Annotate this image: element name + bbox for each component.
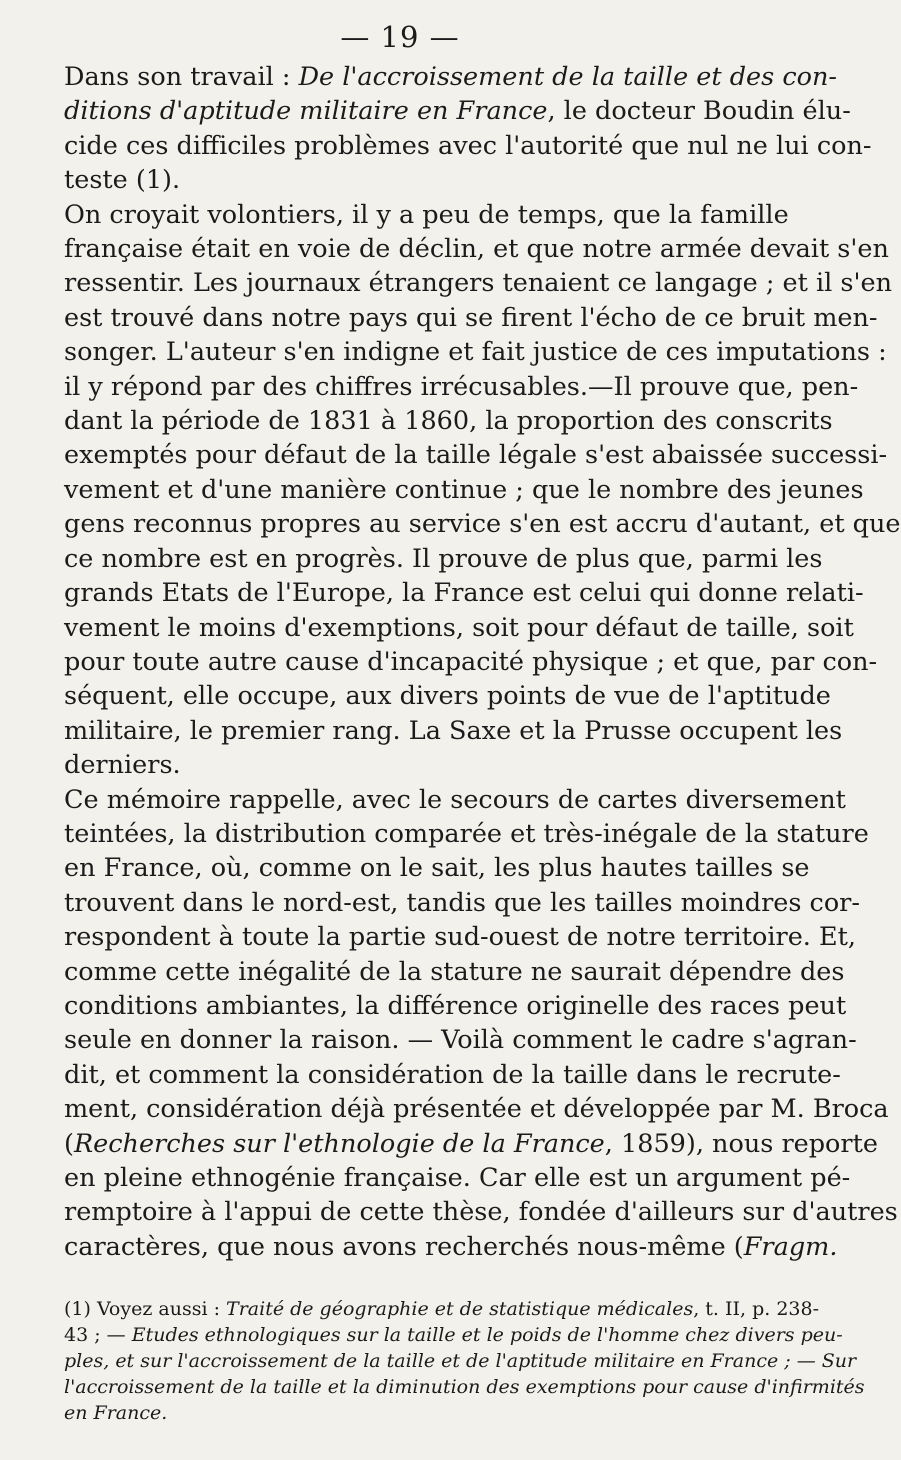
text-run: française était en voie de déclin, et que notre armée devait s'en [64,234,889,265]
paragraph-2-line [64,576,864,610]
text-run: teste (1). [64,165,181,196]
paragraph-3-line [64,783,846,817]
italic-title: Recherches sur l'ethnologie de la France [73,1128,605,1159]
text-run: 43 ; — [64,1324,132,1346]
text-run: caractères, que nous avons recherchés nous-même ( [64,1231,744,1262]
paragraph-2-line [64,198,789,232]
text-run: ( [64,1128,74,1159]
paragraph-1-line [64,94,851,128]
main-text [64,60,901,1264]
italic-title: Etudes ethnologiques sur la taille et le poids de l'homme chez divers peu- [131,1324,843,1346]
paragraph-2-line [64,542,823,576]
text-run: il y répond par des chiffres irrécusables.—Il prouve que, pen- [64,371,859,402]
paragraph-2-line [64,404,833,438]
text-run: militaire, le premier rang. La Saxe et la Prusse occupent les [64,715,843,746]
text-run: conditions ambiantes, la différence originelle des races peut [64,990,847,1021]
text-run: teintées, la distribution comparée et très-inégale de la stature [64,818,869,849]
paragraph-3-line [64,1230,838,1264]
italic-title: Fragm. [743,1231,838,1262]
paragraph-1 [64,60,872,198]
italic-title: l'accroissement de la taille et la diminution des exemptions pour cause d'infirmités [64,1376,865,1398]
text-run: On croyait volontiers, il y a peu de temps, que la famille [64,199,789,230]
text-run: , 1859), nous reporte [604,1128,878,1159]
italic-title: Traité de géographie et de statistique médicales [226,1298,694,1320]
footnote-1-line [64,1322,843,1348]
paragraph-2-line [64,438,888,472]
paragraph-3-line [64,1058,841,1092]
footnote-1 [64,1296,865,1426]
text-run: séquent, elle occupe, aux divers points de vue de l'aptitude [64,681,831,712]
text-run: trouvent dans le nord-est, tandis que les tailles moindres cor- [64,887,860,918]
italic-title: ditions d'aptitude militaire en France [64,96,548,127]
text-run: remptoire à l'appui de cette thèse, fondée d'ailleurs sur d'autres [64,1197,898,1228]
paragraph-1-line [64,129,872,163]
paragraph-3-line [64,886,860,920]
text-run: ressentir. Les journaux étrangers tenaient ce langage ; et il s'en [64,268,893,299]
text-run: est trouvé dans notre pays qui se firent l'écho de ce bruit men- [64,302,878,333]
paragraph-2 [64,198,901,783]
paragraph-3-line [64,1161,851,1195]
footnote-1-line [64,1348,857,1374]
paragraph-2-line [64,714,843,748]
paragraph-3-line [64,1127,878,1161]
paragraph-2-line [64,611,854,645]
text-run: grands Etats de l'Europe, la France est celui qui donne relati- [64,578,864,609]
text-run: en France, où, comme on le sait, les plus hautes tailles se [64,853,810,884]
paragraph-2-line [64,266,893,300]
paragraph-2-line [64,232,889,266]
paragraph-2-line [64,301,878,335]
text-run: Ce mémoire rappelle, avec le secours de cartes diversement [64,784,846,815]
paragraph-3-line [64,955,845,989]
paragraph-3-line [64,1195,898,1229]
text-run: seule en donner la raison. — Voilà comment le cadre s'agran- [64,1025,857,1056]
paragraph-2-line [64,473,864,507]
text-run: vement le moins d'exemptions, soit pour défaut de taille, soit [64,612,854,643]
text-run: (1) Voyez aussi : [64,1298,227,1320]
paragraph-3-line [64,1092,889,1126]
text-run: dant la période de 1831 à 1860, la proportion des conscrits [64,406,833,437]
text-run: gens reconnus propres au service s'en est accru d'autant, et que [64,509,901,540]
footnote-1-line [64,1296,820,1322]
italic-title: en France. [64,1402,168,1424]
paragraph-3-line [64,920,856,954]
italic-title: ples, et sur l'accroissement de la taille et de l'aptitude militaire en France ; — Sur [64,1350,857,1372]
italic-title: De l'accroissement de la taille et des con- [298,62,837,92]
page-number: — 19 — [340,20,460,54]
paragraph-2-line [64,370,859,404]
paragraph-1-line [64,163,756,197]
text-run: respondent à toute la partie sud-ouest de notre territoire. Et, [64,922,856,953]
paragraph-3-line [64,989,847,1023]
text-run: vement et d'une manière continue ; que le nombre des jeunes [64,474,864,505]
text-run: pour toute autre cause d'incapacité physique ; et que, par con- [64,646,878,677]
text-run: Dans son travail : [64,62,299,92]
text-run: derniers. [64,750,181,781]
text-run: cide ces difficiles problèmes avec l'autorité que nul ne lui con- [64,130,872,161]
text-run: dit, et comment la considération de la taille dans le recrute- [64,1059,841,1090]
paragraph-1-line [64,60,837,94]
paragraph-2-line [64,335,887,369]
paragraph-2-line [64,645,878,679]
text-run: ment, considération déjà présentée et développée par M. Broca [64,1094,889,1125]
footnote-1-line [64,1374,865,1400]
paragraph-2-line [64,679,831,713]
footnote-1-line [64,1400,756,1426]
text-run: comme cette inégalité de la stature ne saurait dépendre des [64,956,845,987]
text-run: en pleine ethnogénie française. Car elle est un argument pé- [64,1163,851,1193]
text-run: , t. II, p. 238- [693,1298,820,1320]
paragraph-3-line [64,817,869,851]
paragraph-2-line [64,507,901,541]
footnotes [64,1296,865,1426]
paragraph-2-line [64,748,756,782]
text-run: songer. L'auteur s'en indigne et fait justice de ces imputations : [64,337,887,368]
paragraph-3-line [64,851,810,885]
text-run: , le docteur Boudin élu- [547,96,851,127]
paragraph-3 [64,783,898,1265]
paragraph-3-line [64,1023,857,1057]
text-run: ce nombre est en progrès. Il prouve de plus que, parmi les [64,543,823,574]
text-run: exemptés pour défaut de la taille légale s'est abaissée successi- [64,440,888,471]
